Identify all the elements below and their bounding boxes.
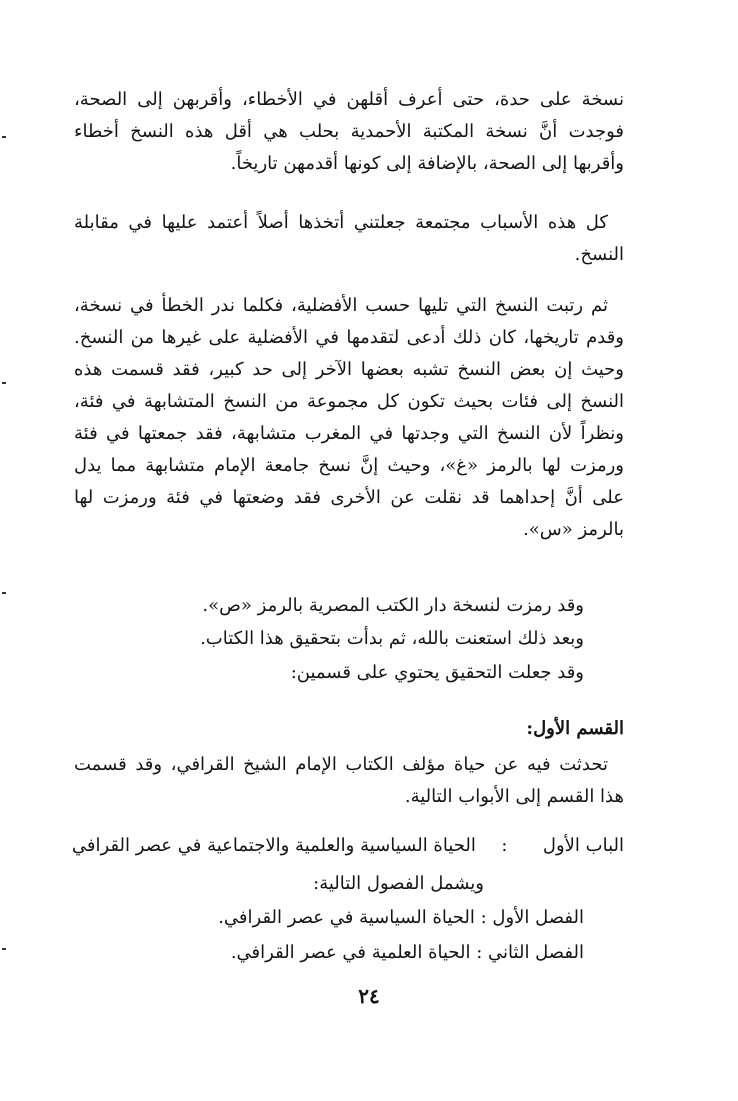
paragraph-base-copy-choice: نسخة على حدة، حتى أعرف أقلهن في الأخطاء، وأقربهن إلى الصحة، فوجدت أنَّ نسخة المكتبة الأحمدية بحلب هي أقل هذه النسخ أخطاء وأقربها إلى الصحة، بالإضافة إلى كونها أقدمهن تاريخاً.	[74, 89, 624, 174]
paragraph-ordering	[74, 290, 624, 546]
chapter-section-1: الفصل الأول : الحياة السياسية في عصر القرافي.	[218, 907, 584, 928]
chapter-section-2: الفصل الثاني : الحياة العلمية في عصر القرافي.	[230, 942, 584, 963]
paragraph-reasons-text: كل هذه الأسباب مجتمعة جعلتني أتخذها أصلاً أعتمد عليها في مقابلة النسخ.	[74, 212, 624, 265]
margin-mark	[2, 136, 6, 138]
margin-mark	[2, 948, 6, 950]
margin-mark	[2, 592, 6, 594]
page-number: ٢٤	[358, 984, 380, 1008]
line-start-work: وبعد ذلك استعنت بالله، ثم بدأت بتحقيق هذا الكتاب.	[200, 628, 584, 649]
paragraph-reasons	[74, 207, 624, 271]
section-intro-text: تحدثت فيه عن حياة مؤلف الكتاب الإمام الشيخ القرافي، وقد قسمت هذا القسم إلى الأبواب التالية.	[74, 754, 624, 807]
line-two-parts: وقد جعلت التحقيق يحتوي على قسمين:	[290, 662, 584, 683]
chapter-includes: ويشمل الفصول التالية:	[313, 873, 484, 894]
chapter-row	[71, 833, 624, 859]
margin-mark	[2, 382, 6, 384]
chapter-separator: :	[501, 835, 508, 856]
paragraph-ordering-text: ثم رتبت النسخ التي تليها حسب الأفضلية، فكلما ندر الخطأ في نسخة، وقدم تاريخها، كان ذلك أدعى لتقدمها في الأفضلية على غيرها من النسخ. وحيث إن بعض النسخ تشبه بعضها الآخر إلى حد كبير، فقد قسمت هذه النسخ إلى فئات بحيث تكون كل مجموعة من النسخ المتشابهة في فئة، ونظراً لأن النسخ التي وجدتها في المغرب متشابهة، فقد جمعتها في فئة ورمزت لها بالرمز «غ»، وحيث إنَّ نسخ جامعة الإمام متشابهة مما يدل على أنَّ إحداهما قد نقلت عن الأخرى فقد وضعتها في فئة ورمزت لها بالرمز «س».	[74, 295, 624, 540]
section-heading: القسم الأول:	[526, 718, 624, 739]
section-intro	[74, 749, 624, 813]
chapter-title: الحياة السياسية والعلمية والاجتماعية في عصر القرافي	[71, 835, 476, 856]
chapter-label: الباب الأول	[542, 835, 624, 856]
line-symbol-egypt: وقد رمزت لنسخة دار الكتب المصرية بالرمز «ص».	[202, 595, 584, 616]
